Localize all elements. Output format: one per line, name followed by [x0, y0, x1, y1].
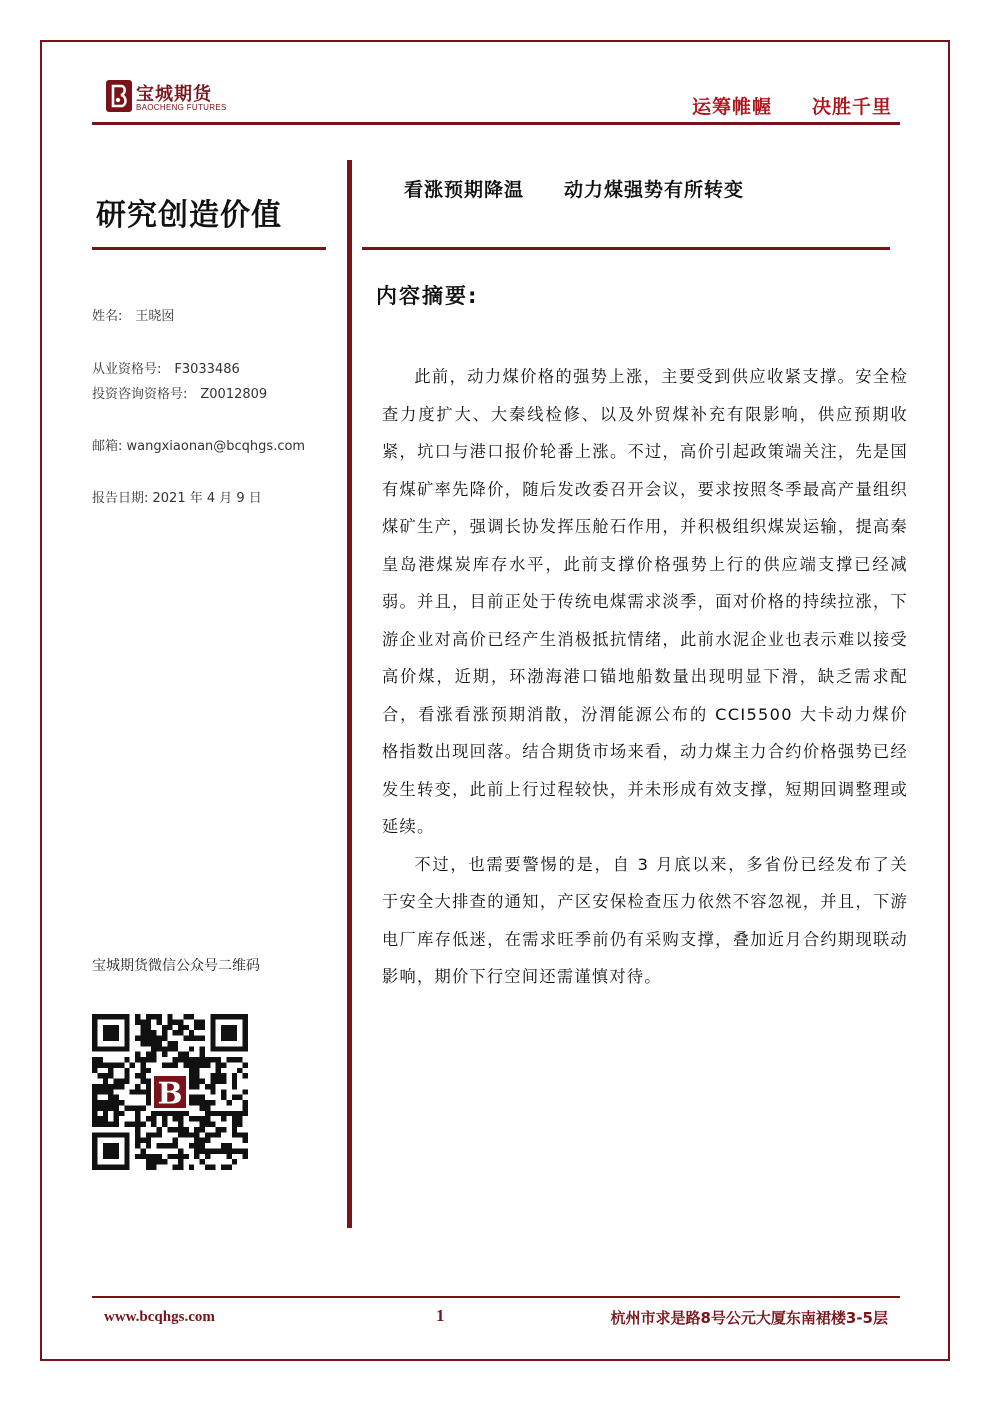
title-divider — [362, 247, 890, 250]
sidebar-divider — [92, 247, 326, 250]
svg-text:B: B — [157, 1075, 183, 1111]
summary-paragraph-1: 此前，动力煤价格的强势上涨，主要受到供应收紧支撑。安全检查力度扩大、大秦线检修、以及外贸煤补充有限影响，供应预期收紧，坑口与港口报价轮番上涨。不过，高价引起政策端关注，先是国有煤矿率先降价，随后发改委召开会议，要求按照冬季最高产量组织煤矿生产，强调长协发挥压舱石作用，并积极组织煤炭运输，提高秦皇岛港煤炭库存水平，此前支撑价格强势上行的供应端支撑已经减弱。并且，目前正处于传统电煤需求淡季，面对价格的持续拉涨，下游企业对高价已经产生消极抵抗情绪，此前水泥企业也表示难以接受高价煤，近期，环渤海港口锚地船数量出现明显下滑，缺乏需求配合，看涨看涨预期消散，汾渭能源公布的 CCI5500 大卡动力煤价格指数出现回落。结合期货市场来看，动力煤主力合约价格强势已经发生转变，此前上行过程较快，并未形成有效支撑，短期回调整理或延续。 — [382, 367, 908, 836]
company-logo — [106, 80, 246, 116]
sidebar-motto: 研究创造价值 — [96, 198, 282, 233]
header-divider — [92, 122, 900, 125]
summary-body — [382, 358, 908, 996]
practitioner-license: 从业资格号: F3033486 — [92, 362, 240, 377]
summary-paragraph-2: 不过，也需要警惕的是，自 3 月底以来，多省份已经发布了关于安全大排查的通知，产区安保检查压力依然不容忽视，并且，下游电厂库存低迷，在需求旺季前仍有采购支撑，叠加近月合约期现联动影响，期价下行空间还需谨慎对待。 — [382, 854, 908, 986]
report-date: 报告日期: 2021 年 4 月 9 日 — [92, 491, 262, 506]
header-slogan: 运筹帷幄 决胜千里 — [691, 96, 892, 118]
logo-chinese-name: 宝城期货 — [136, 84, 212, 105]
consulting-license: 投资咨询资格号: Z0012809 — [92, 387, 268, 402]
analyst-email: 邮箱: wangxiaonan@bcqhgs.com — [92, 439, 306, 454]
footer-divider — [92, 1296, 900, 1298]
page-number: 1 — [436, 1306, 445, 1325]
wechat-qr-code — [92, 1014, 248, 1170]
logo-b-icon — [106, 80, 132, 112]
analyst-name: 姓名: 王晓囡 — [92, 309, 175, 324]
summary-heading: 内容摘要: — [376, 284, 479, 308]
qr-code-label: 宝城期货微信公众号二维码 — [92, 958, 260, 974]
logo-english-name: BAOCHENG FUTURES — [136, 103, 227, 112]
article-title: 看涨预期降温 动力煤强势有所转变 — [404, 179, 745, 201]
column-divider — [347, 160, 352, 1228]
footer-website-link[interactable]: www.bcqhgs.com — [104, 1309, 215, 1325]
footer-address: 杭州市求是路8号公元大厦东南裙楼3-5层 — [610, 1309, 888, 1327]
